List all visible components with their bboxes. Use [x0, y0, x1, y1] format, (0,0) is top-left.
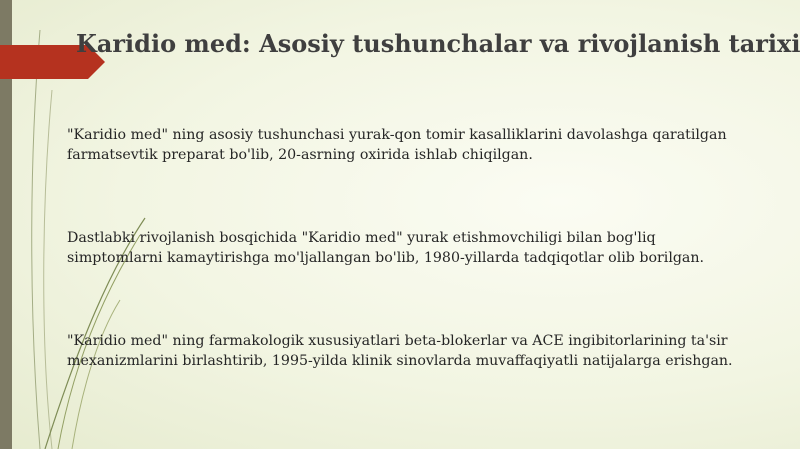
paragraph-line: "Karidio med" ning farmakologik xususiyatlari beta-blokerlar va ACE ingibitorlarining ta'sir	[67, 333, 728, 349]
paragraph-line: Dastlabki rivojlanish bosqichida "Karidio med" yurak etishmovchiligi bilan bog'liq	[67, 230, 656, 246]
decorative-curve-1	[32, 30, 40, 449]
paragraph-line: "Karidio med" ning asosiy tushunchasi yurak-qon tomir kasalliklarini davolashga qaratilgan	[67, 127, 727, 143]
paragraph-line: simptomlarni kamaytirishga mo'ljallangan bo'lib, 1980-yillarda tadqiqotlar olib borilgan.	[67, 250, 705, 266]
paragraph-development	[67, 228, 787, 268]
paragraph-line: mexanizmlarini birlashtirib, 1995-yilda klinik sinovlarda muvaffaqiyatli natijalarga erishgan.	[67, 353, 733, 369]
slide-title: Karidio med: Asosiy tushunchalar va rivojlanish tarixi	[76, 29, 800, 58]
paragraph-pharmacology	[67, 331, 787, 371]
paragraph-line: farmatsevtik preparat bo'lib, 20-asrning oxirida ishlab chiqilgan.	[67, 147, 533, 163]
decorative-curve-5	[72, 300, 120, 449]
paragraph-concept	[67, 125, 787, 165]
decorative-curve-2	[44, 90, 52, 449]
